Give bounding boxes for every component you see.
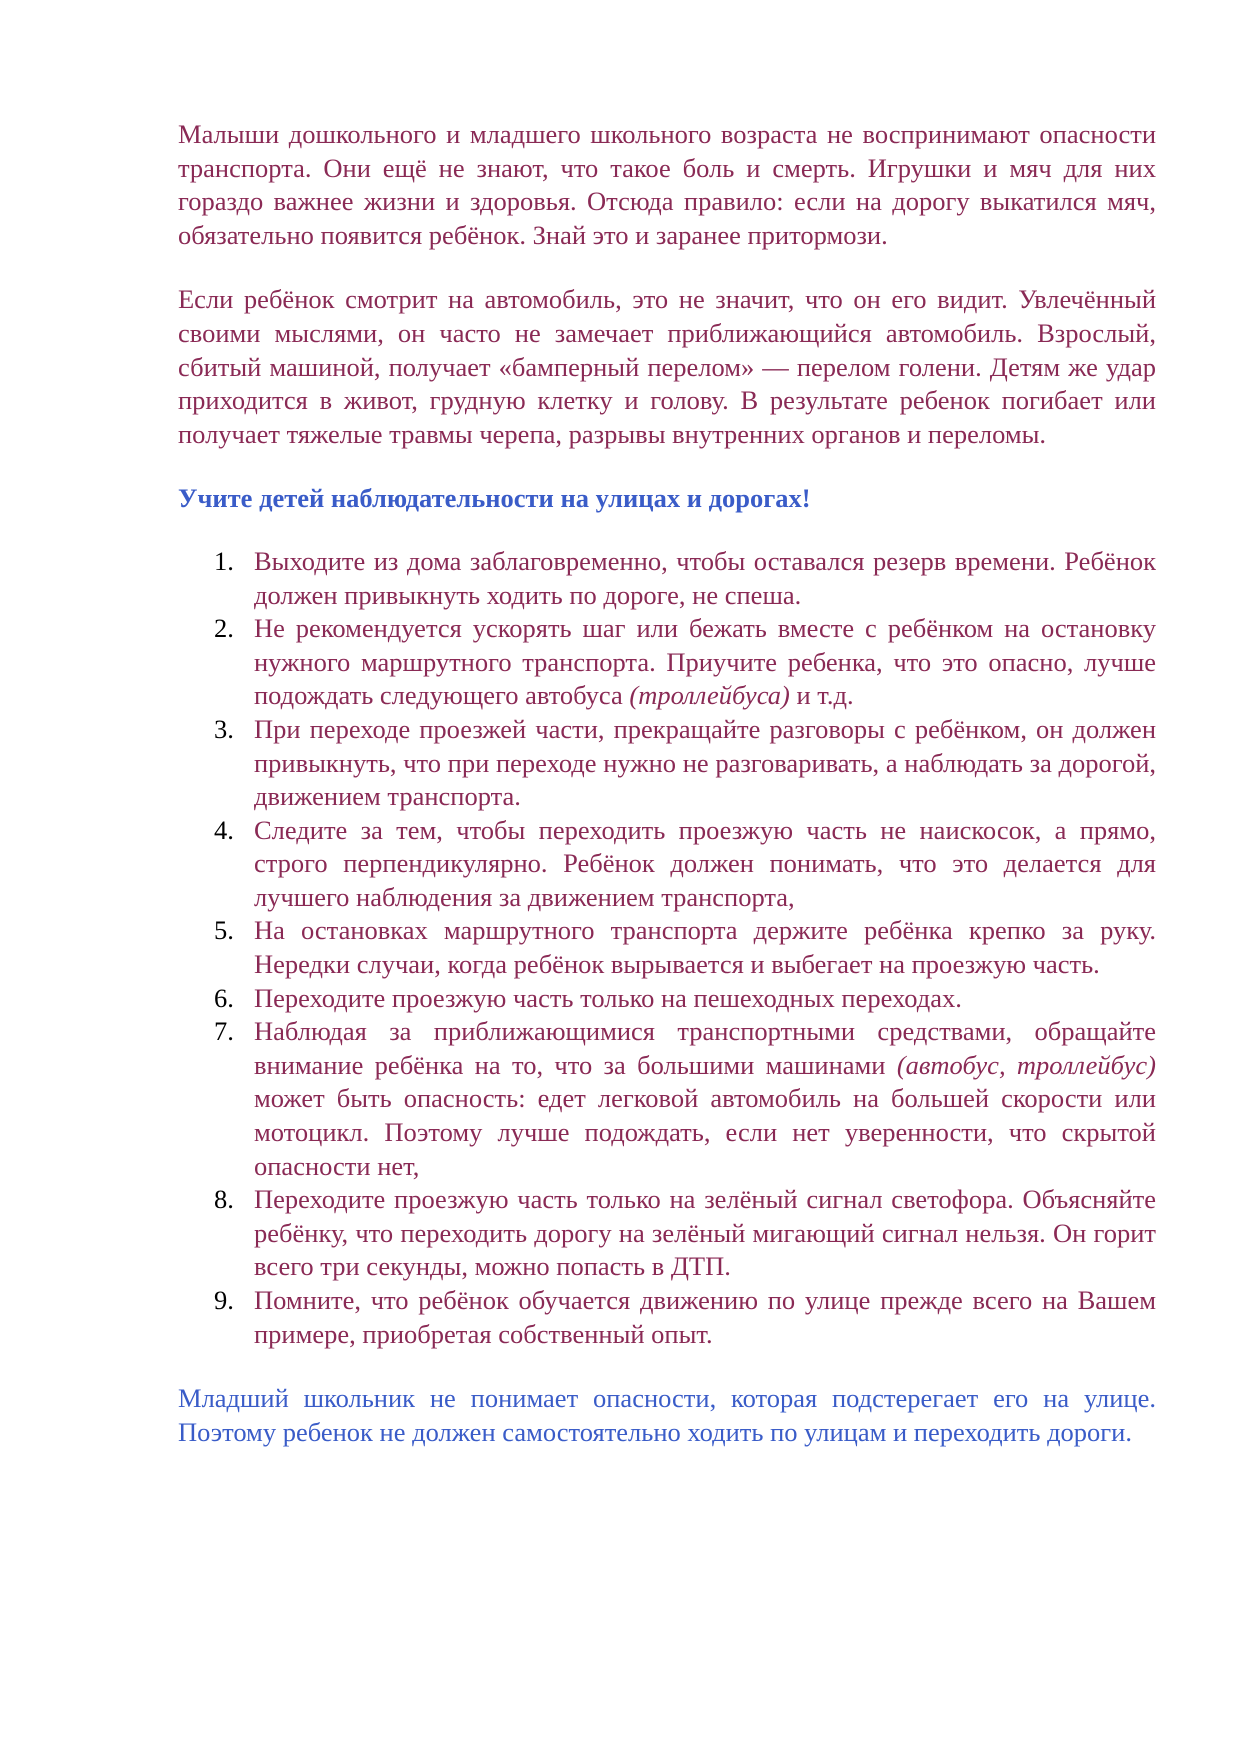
list-item-text: Наблюдая за приближающимися транспортными средствами, обращайте внимание ребёнка на то, что за большими машинами (254, 1016, 1156, 1080)
list-item-text: Переходите проезжую часть только на пешеходных переходах. (254, 982, 962, 1013)
list-item (178, 814, 1156, 915)
document-page (178, 118, 1156, 1449)
list-item (178, 545, 1156, 612)
list-item-text: При переходе проезжей части, прекращайте разговоры с ребёнком, он должен привыкнуть, что при переходе нужно не разговаривать, а наблюдать за дорогой, движением транспорта. (254, 713, 1156, 812)
list-number: 8. (214, 1184, 234, 1215)
list-number: 5. (214, 915, 234, 946)
list-item (178, 713, 1156, 814)
list-item-emphasis: (автобус, троллейбус) (896, 1049, 1156, 1080)
closing-paragraph: Младший школьник не понимает опасности, которая подстерегает его на улице. Поэтому ребенок не должен самостоятельно ходить по улицам и переходить дороги. (178, 1383, 1156, 1447)
list-number: 4. (214, 814, 234, 845)
list-item-text-end: может быть опасность: едет легковой автомобиль на большей скорости или мотоцикл. Поэтому лучше подождать, если нет уверенности, что скрытой опасности нет, (254, 1083, 1156, 1181)
list-item-text: На остановках маршрутного транспорта держите ребёнка крепко за руку. Нередки случаи, когда ребёнок вырывается и выбегает на проезжую часть. (254, 915, 1156, 980)
list-item (178, 1015, 1156, 1183)
intro-paragraph: Малыши дошкольного и младшего школьного возраста не воспринимают опасности транспорта. Они ещё не знают, что такое боль и смерть. Игрушки и мяч для них гораздо важнее жизни и здоровья. Отсюда правило: если на дорогу выкатился мяч, обязательно появится ребёнок. Знай это и заранее притормози. (178, 119, 1156, 250)
list-item-text: Переходите проезжую часть только на зелёный сигнал светофора. Объясняйте ребёнку, что переходить дорогу на зелёный мигающий сигнал нельзя. Он горит всего три секунды, можно попасть в ДТП. (254, 1184, 1156, 1282)
list-item (178, 982, 1156, 1016)
list-item (178, 1284, 1156, 1351)
list-number: 2. (214, 613, 234, 644)
list-item (178, 1183, 1156, 1284)
list-number: 7. (214, 1016, 234, 1047)
list-item-text: Следите за тем, чтобы переходить проезжую часть не наискосок, а прямо, строго перпендикулярно. Ребёнок должен понимать, что это делается для лучшего наблюдения за движением транспорта, (254, 814, 1156, 912)
section-heading: Учите детей наблюдательности на улицах и дорогах! (178, 483, 811, 514)
list-item (178, 612, 1156, 713)
list-item-emphasis: (троллейбуса) (629, 680, 790, 711)
list-number: 9. (214, 1285, 234, 1315)
advice-list (178, 545, 1156, 1351)
list-number: 1. (214, 545, 234, 576)
list-item-text: Помните, что ребёнок обучается движению по улице прежде всего на Вашем примере, приобретая собственный опыт. (254, 1285, 1156, 1349)
list-item-text-end: и т.д. (789, 680, 854, 711)
list-number: 3. (214, 713, 234, 744)
list-item-text: Не рекомендуется ускорять шаг или бежать вместе с ребёнком на остановку нужного маршрутного транспорта. Приучите ребенка, что это опасно, лучше подождать следующего автобуса (254, 613, 1156, 711)
danger-paragraph: Если ребёнок смотрит на автомобиль, это не значит, что он его видит. Увлечённый своими мыслями, он часто не замечает приближающийся автомобиль. Взрослый, сбитый машиной, получает «бамперный перелом» — перелом голени. Детям же удар приходится в живот, грудную клетку и голову. В результате ребенок погибает или получает тяжелые травмы черепа, разрывы внутренних органов и переломы. (178, 284, 1156, 449)
list-item (178, 914, 1156, 981)
list-item-text: Выходите из дома заблаговременно, чтобы оставался резерв времени. Ребёнок должен привыкнуть ходить по дороге, не спеша. (254, 545, 1156, 610)
list-number: 6. (214, 982, 234, 1013)
